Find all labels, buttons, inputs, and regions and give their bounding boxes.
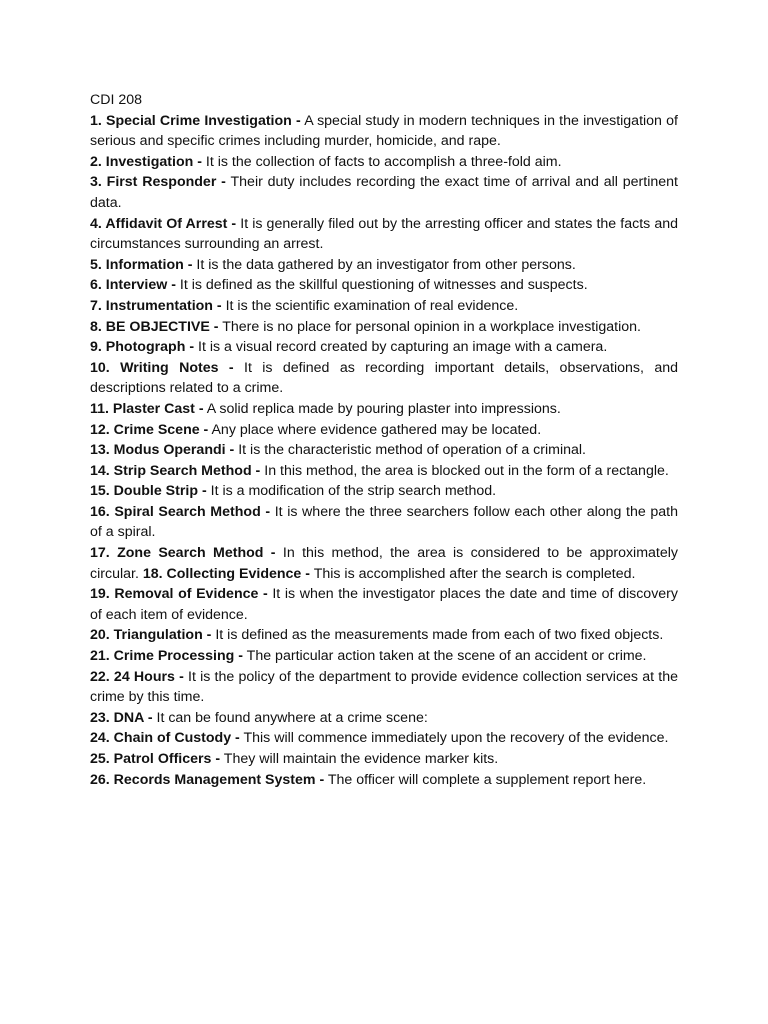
entry-term: 10. Writing Notes - [90,359,234,376]
entry-term: 7. Instrumentation - [90,297,222,314]
document-title: CDI 208 [90,92,143,108]
entry-8 [90,317,678,338]
entry-22 [90,667,678,708]
entry-16 [90,502,678,543]
entry-definition: It is defined as recording important details, observations, and descriptions related to a crime. [90,359,678,397]
document-page [90,90,678,790]
entry-definition: This will commence immediately upon the recovery of the evidence. [243,730,669,747]
entry-term: 18. Collecting Evidence - [142,565,310,582]
entry-definition: It is the policy of the department to provide evidence collection services at the crime by this time. [90,668,678,706]
entry-term: 23. DNA - [90,709,153,726]
entry-25 [90,749,678,770]
entry-definition: In this method, the area is considered to be approximately circular. [90,545,678,582]
entry-term: 11. Plaster Cast - [90,400,204,417]
entry-term: 17. Zone Search Method - [90,545,276,562]
entry-definition: It is a modification of the strip search method. [210,483,497,500]
entry-term: 14. Strip Search Method - [90,462,261,479]
entry-20 [90,625,678,646]
entry-definition: A solid replica made by pouring plaster into impressions. [206,400,561,417]
entry-term: 12. Crime Scene - [90,421,209,438]
entry-definition: They will maintain the evidence marker kits. [223,751,499,767]
entry-19 [90,584,678,625]
entry-definition: It is the characteristic method of operation of a criminal. [238,442,586,459]
entry-definition: This is accomplished after the search is completed. [313,565,636,582]
entry-definition: A special study in modern techniques in the investigation of serious and specific crimes including murder, homicide, and rape. [90,112,678,150]
entry-term: 21. Crime Processing - [90,648,243,665]
entry-definition: It is where the three searchers follow each other along the path of a spiral. [90,503,678,541]
entry-4 [90,214,678,255]
entry-definition: It is defined as the skillful questioning of witnesses and suspects. [179,277,588,294]
entry-definition: It is the collection of facts to accomplish a three-fold aim. [205,153,562,170]
entry-definition: Any place where evidence gathered may be located. [211,421,542,438]
entry-9 [90,337,678,358]
entry-26 [90,770,678,791]
entry-definition: In this method, the area is blocked out in the form of a rectangle. [264,462,669,479]
entry-term: 2. Investigation - [90,153,202,170]
entry-12 [90,420,678,441]
entry-definition: It is generally filed out by the arresting officer and states the facts and circumstances surrounding an arrest. [90,215,678,253]
entry-term: 20. Triangulation - [90,627,212,644]
entry-definition: It is defined as the measurements made from each of two fixed objects. [215,627,664,644]
entry-10 [90,358,678,399]
entry-5 [90,255,678,276]
entry-term: 19. Removal of Evidence - [90,586,268,603]
entry-6 [90,275,678,296]
entry-1 [90,111,678,152]
entry-term: 15. Double Strip - [90,483,207,500]
entry-23 [90,708,678,729]
entry-term: 13. Modus Operandi - [90,442,235,459]
entry-17-18 [90,543,678,584]
entry-term: 1. Special Crime Investigation - [90,112,301,129]
entry-term: 25. Patrol Officers - [90,751,221,767]
entry-definition: The particular action taken at the scene of an accident or crime. [246,648,647,665]
entry-7 [90,296,678,317]
entry-definition: It is the scientific examination of real evidence. [225,297,519,314]
entry-term: 16. Spiral Search Method - [90,503,271,520]
entry-2 [90,152,678,173]
entry-term: 8. BE OBJECTIVE - [90,318,219,335]
entry-term: 4. Affidavit Of Arrest - [90,215,237,232]
entry-definition: It is a visual record created by capturing an image with a camera. [198,339,608,356]
entry-13 [90,440,678,461]
entry-term: 5. Information - [90,256,193,273]
entry-definition: It is the data gathered by an investigator from other persons. [196,256,576,273]
entry-definition: Their duty includes recording the exact time of arrival and all pertinent data. [90,174,678,211]
entry-term: 9. Photograph - [90,339,195,356]
entry-term: 26. Records Management System - [90,771,325,788]
entry-11 [90,399,678,420]
entry-definition: It can be found anywhere at a crime scene: [156,709,428,726]
entry-15 [90,481,678,502]
entry-definition: There is no place for personal opinion in a workplace investigation. [222,318,641,335]
entry-21 [90,646,678,667]
entry-3 [90,172,678,213]
entry-24 [90,728,678,749]
entry-definition: The officer will complete a supplement report here. [327,771,647,788]
entry-14 [90,461,678,482]
entry-definition: It is when the investigator places the date and time of discovery of each item of evidence. [90,586,678,623]
entry-term: 6. Interview - [90,277,176,294]
entry-term: 24. Chain of Custody - [90,730,240,747]
entry-term: 3. First Responder - [90,174,226,191]
entry-term: 22. 24 Hours - [90,668,184,685]
